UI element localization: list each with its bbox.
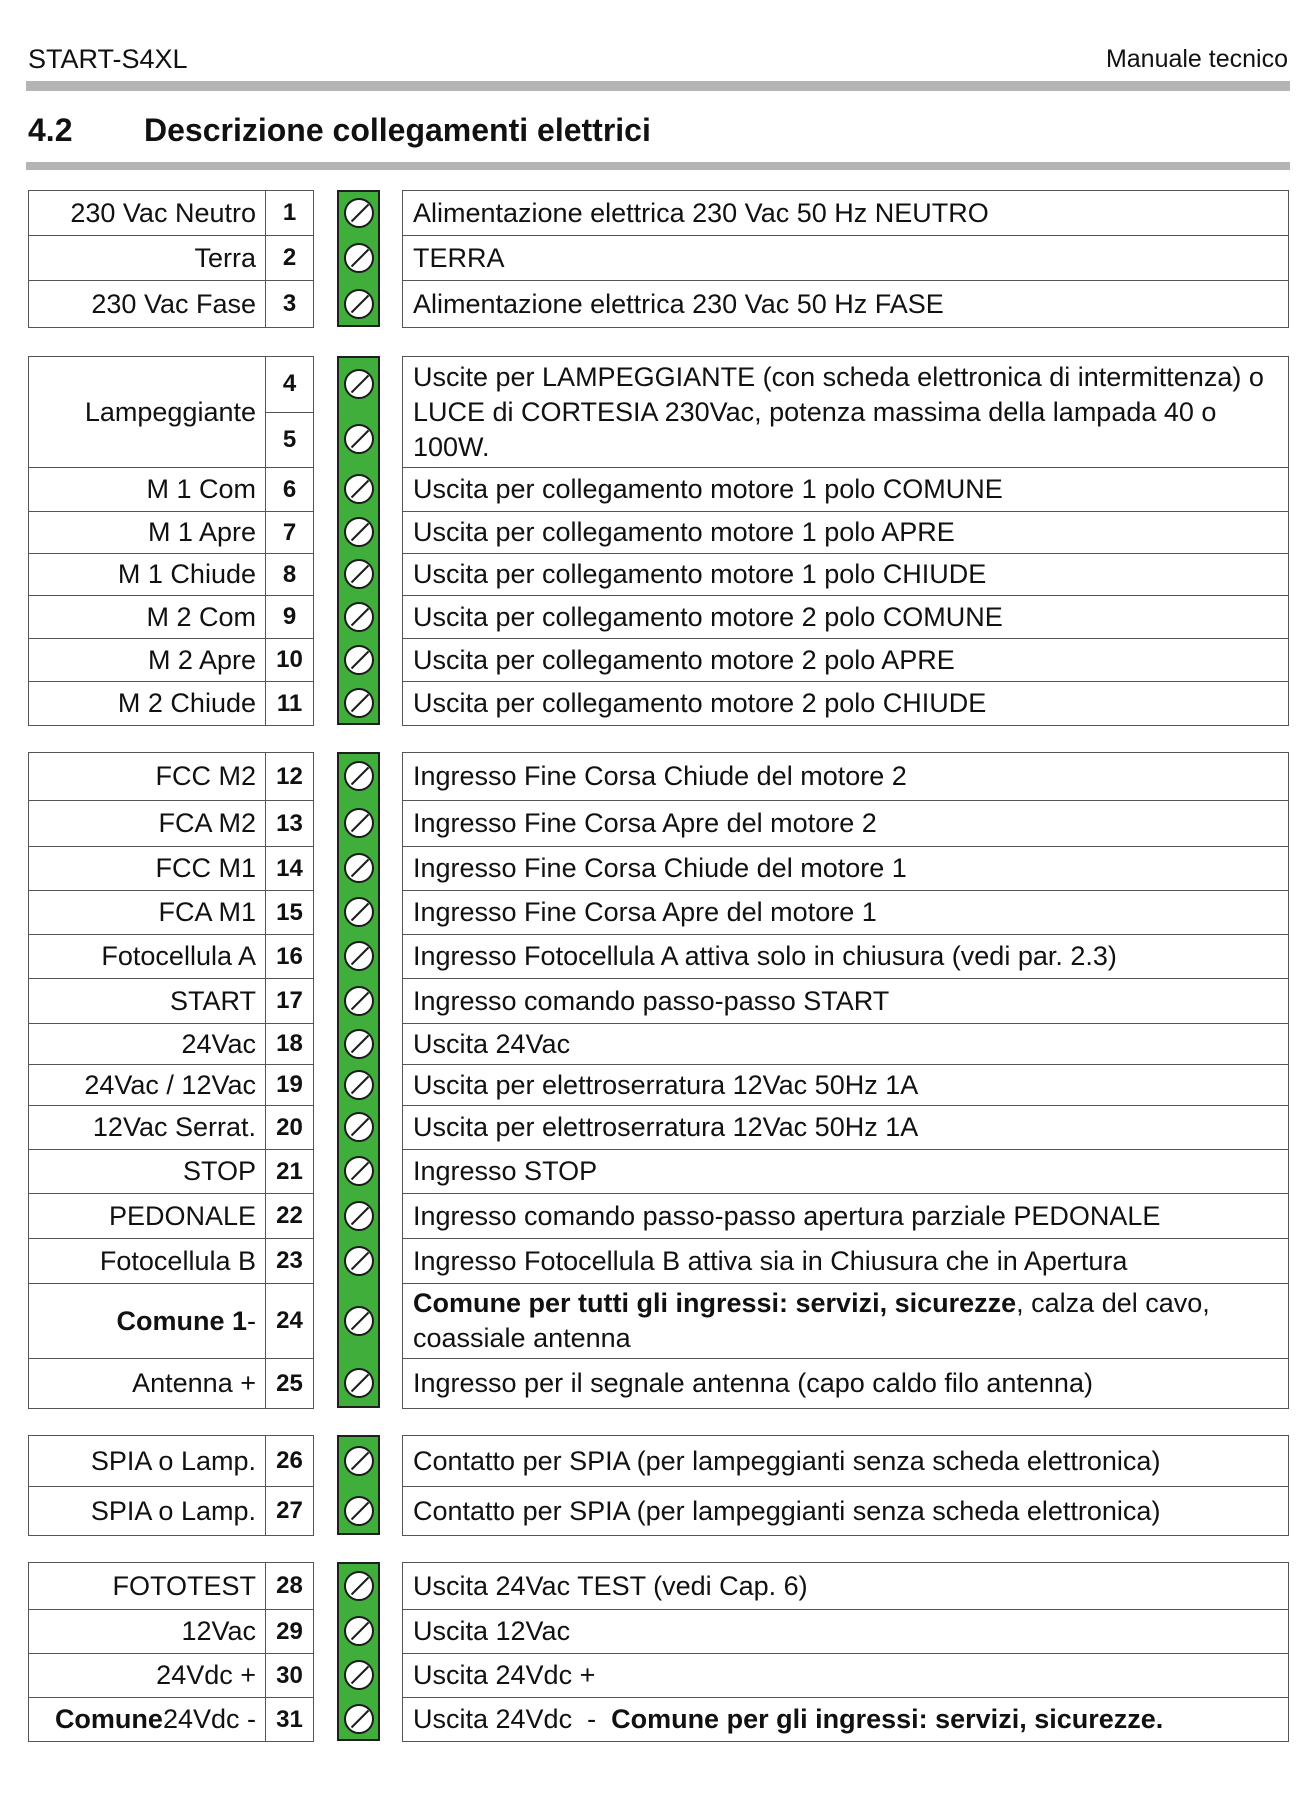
screw-terminal-icon: [344, 1571, 374, 1601]
terminal-number: 28: [265, 1562, 314, 1609]
terminal-description: Ingresso Fine Corsa Apre del motore 2: [402, 800, 1289, 846]
terminal-number: 29: [265, 1609, 314, 1653]
terminal-label: FOTOTEST: [28, 1562, 265, 1609]
screw-terminal-icon: [344, 1246, 374, 1276]
terminal-description: Ingresso STOP: [402, 1149, 1289, 1193]
table-bottom-border: [402, 1741, 1289, 1742]
terminal-description: Uscita per collegamento motore 1 polo APRE: [402, 511, 1289, 553]
terminal-description: Ingresso comando passo-passo apertura parziale PEDONALE: [402, 1193, 1289, 1238]
terminal-number: 6: [265, 467, 314, 511]
terminal-description: Uscita 12Vac: [402, 1609, 1289, 1653]
screw-terminal-icon: [344, 1368, 374, 1398]
terminal-description: Uscita 24Vac TEST (vedi Cap. 6): [402, 1562, 1289, 1609]
terminal-number: 14: [265, 846, 314, 890]
terminal-number: 13: [265, 800, 314, 846]
terminal-number: 10: [265, 638, 314, 681]
terminal-description: Alimentazione elettrica 230 Vac 50 Hz NEUTRO: [402, 190, 1289, 235]
terminal-number: 25: [265, 1358, 314, 1408]
table-bottom-border: [28, 1535, 314, 1536]
screw-terminal-icon: [344, 559, 374, 589]
terminal-number: 11: [265, 681, 314, 725]
table-bottom-border: [402, 327, 1289, 328]
screw-terminal-icon: [344, 198, 374, 228]
terminal-description: TERRA: [402, 235, 1289, 280]
terminal-label: M 1 Apre: [28, 511, 265, 553]
terminal-number: 24: [265, 1283, 314, 1358]
screw-terminal-icon: [344, 1029, 374, 1059]
terminal-label: FCA M2: [28, 800, 265, 846]
screw-terminal-icon: [344, 761, 374, 791]
terminal-description: Alimentazione elettrica 230 Vac 50 Hz FASE: [402, 280, 1289, 327]
terminal-number: 20: [265, 1105, 314, 1149]
terminal-label: Lampeggiante: [28, 356, 265, 467]
section-number: 4.2: [28, 112, 73, 148]
terminal-label: FCC M2: [28, 752, 265, 800]
description-rest: , calza del cavo, coassiale antenna: [413, 1288, 1210, 1353]
screw-terminal-icon: [344, 1156, 374, 1186]
terminal-description: Uscita 24Vdc +: [402, 1653, 1289, 1697]
terminal-label: Fotocellula B: [28, 1238, 265, 1283]
terminal-label-bold: Comune 1: [116, 1305, 247, 1336]
description-bold: Comune per gli ingressi: servizi, sicurezze.: [611, 1704, 1164, 1734]
terminal-label: M 2 Com: [28, 595, 265, 638]
terminal-label: 12Vac: [28, 1609, 265, 1653]
terminal-description: Uscita per collegamento motore 1 polo COMUNE: [402, 467, 1289, 511]
terminal-label: 24Vac / 12Vac: [28, 1064, 265, 1105]
terminal-number: 18: [265, 1023, 314, 1064]
terminal-number: 16: [265, 934, 314, 978]
terminal-number: 2: [265, 235, 314, 280]
screw-terminal-icon: [344, 1070, 374, 1100]
terminal-number: 7: [265, 511, 314, 553]
table-bottom-border: [28, 1741, 314, 1742]
screw-terminal-icon: [344, 517, 374, 547]
terminal-description: [402, 1283, 1289, 1358]
screw-terminal-icon: [344, 808, 374, 838]
terminal-description: Ingresso Fine Corsa Chiude del motore 2: [402, 752, 1289, 800]
terminal-label: M 2 Chiude: [28, 681, 265, 725]
terminal-description: Ingresso comando passo-passo START: [402, 978, 1289, 1023]
screw-terminal-icon: [344, 1660, 374, 1690]
terminal-label: 12Vac Serrat.: [28, 1105, 265, 1149]
terminal-number: 4: [265, 356, 314, 412]
screw-terminal-icon: [344, 289, 374, 319]
table-bottom-border: [402, 1408, 1289, 1409]
table-bottom-border: [28, 327, 314, 328]
terminal-number: 27: [265, 1486, 314, 1535]
screw-terminal-icon: [344, 1112, 374, 1142]
terminal-label: PEDONALE: [28, 1193, 265, 1238]
terminal-number: 1: [265, 190, 314, 235]
terminal-description: Ingresso per il segnale antenna (capo caldo filo antenna): [402, 1358, 1289, 1408]
screw-terminal-icon: [344, 941, 374, 971]
description-plain: Uscita 24Vdc -: [413, 1704, 612, 1734]
screw-terminal-icon: [344, 424, 374, 454]
terminal-label: 24Vdc +: [28, 1653, 265, 1697]
terminal-label: SPIA o Lamp.: [28, 1486, 265, 1535]
terminal-description: Ingresso Fotocellula B attiva sia in Chiusura che in Apertura: [402, 1238, 1289, 1283]
terminal-number: 15: [265, 890, 314, 934]
terminal-description: Contatto per SPIA (per lampeggianti senza scheda elettronica): [402, 1486, 1289, 1535]
screw-terminal-icon: [344, 1446, 374, 1476]
terminal-number: 30: [265, 1653, 314, 1697]
terminal-label: FCC M1: [28, 846, 265, 890]
screw-terminal-icon: [344, 1704, 374, 1734]
table-bottom-border: [28, 725, 314, 726]
screw-terminal-icon: [344, 986, 374, 1016]
terminal-number: 3: [265, 280, 314, 327]
terminal-label: Terra: [28, 235, 265, 280]
terminal-label: Antenna +: [28, 1358, 265, 1408]
terminal-label: [28, 1697, 265, 1741]
screw-terminal-icon: [344, 369, 374, 399]
terminal-label: STOP: [28, 1149, 265, 1193]
screw-terminal-icon: [344, 1496, 374, 1526]
section-title: Descrizione collegamenti elettrici: [144, 112, 651, 148]
table-bottom-border: [28, 1408, 314, 1409]
terminal-description: Uscita per collegamento motore 2 polo APRE: [402, 638, 1289, 681]
screw-terminal-icon: [344, 1306, 374, 1336]
terminal-number: 23: [265, 1238, 314, 1283]
terminal-description: Uscita per elettroserratura 12Vac 50Hz 1A: [402, 1105, 1289, 1149]
terminal-description: Uscita per collegamento motore 1 polo CHIUDE: [402, 553, 1289, 595]
terminal-number: 19: [265, 1064, 314, 1105]
terminal-label: M 1 Com: [28, 467, 265, 511]
terminal-number: 22: [265, 1193, 314, 1238]
terminal-number: 17: [265, 978, 314, 1023]
screw-terminal-icon: [344, 474, 374, 504]
terminal-number: 21: [265, 1149, 314, 1193]
terminal-label-bold: Comune: [54, 1704, 163, 1734]
table-bottom-border: [402, 725, 1289, 726]
terminal-description: Uscita per collegamento motore 2 polo CHIUDE: [402, 681, 1289, 725]
terminal-label: 230 Vac Fase: [28, 280, 265, 327]
terminal-description: Uscita 24Vac: [402, 1023, 1289, 1064]
terminal-label: Fotocellula A: [28, 934, 265, 978]
terminal-description: [402, 1697, 1289, 1741]
terminal-label: 230 Vac Neutro: [28, 190, 265, 235]
screw-terminal-icon: [344, 1616, 374, 1646]
terminal-label: M 1 Chiude: [28, 553, 265, 595]
document-type: Manuale tecnico: [1105, 45, 1288, 73]
terminal-label: FCA M1: [28, 890, 265, 934]
document-name: START-S4XL: [28, 44, 188, 74]
terminal-number: 31: [265, 1697, 314, 1741]
screw-terminal-icon: [344, 243, 374, 273]
terminal-number: 9: [265, 595, 314, 638]
terminal-label: M 2 Apre: [28, 638, 265, 681]
terminal-number: 12: [265, 752, 314, 800]
terminal-label: SPIA o Lamp.: [28, 1435, 265, 1486]
terminal-description: Contatto per SPIA (per lampeggianti senza scheda elettronica): [402, 1435, 1289, 1486]
terminal-label-rest: -: [247, 1305, 256, 1336]
description-bold: Comune per tutti gli ingressi: servizi, sicurezze: [413, 1288, 1017, 1318]
screw-terminal-icon: [344, 853, 374, 883]
terminal-label: [28, 1283, 265, 1358]
terminal-label-rest: 24Vdc -: [162, 1704, 256, 1734]
terminal-description: Uscita per collegamento motore 2 polo COMUNE: [402, 595, 1289, 638]
terminal-number: 5: [265, 412, 314, 468]
table-bottom-border: [402, 1535, 1289, 1536]
screw-terminal-icon: [344, 897, 374, 927]
screw-terminal-icon: [344, 688, 374, 718]
terminal-label: 24Vac: [28, 1023, 265, 1064]
screw-terminal-icon: [344, 1201, 374, 1231]
terminal-description: Uscita per elettroserratura 12Vac 50Hz 1A: [402, 1064, 1289, 1105]
terminal-description: Ingresso Fotocellula A attiva solo in chiusura (vedi par. 2.3): [402, 934, 1289, 978]
terminal-label: START: [28, 978, 265, 1023]
terminal-description: Ingresso Fine Corsa Apre del motore 1: [402, 890, 1289, 934]
terminal-number: 8: [265, 553, 314, 595]
terminal-number: 26: [265, 1435, 314, 1486]
screw-terminal-icon: [344, 602, 374, 632]
terminal-description: Ingresso Fine Corsa Chiude del motore 1: [402, 846, 1289, 890]
terminal-description: Uscite per LAMPEGGIANTE (con scheda elettronica di intermittenza) o LUCE di CORTESIA 230Vac, potenza massima della lampada 40 o 100W.: [402, 356, 1289, 467]
screw-terminal-icon: [344, 645, 374, 675]
